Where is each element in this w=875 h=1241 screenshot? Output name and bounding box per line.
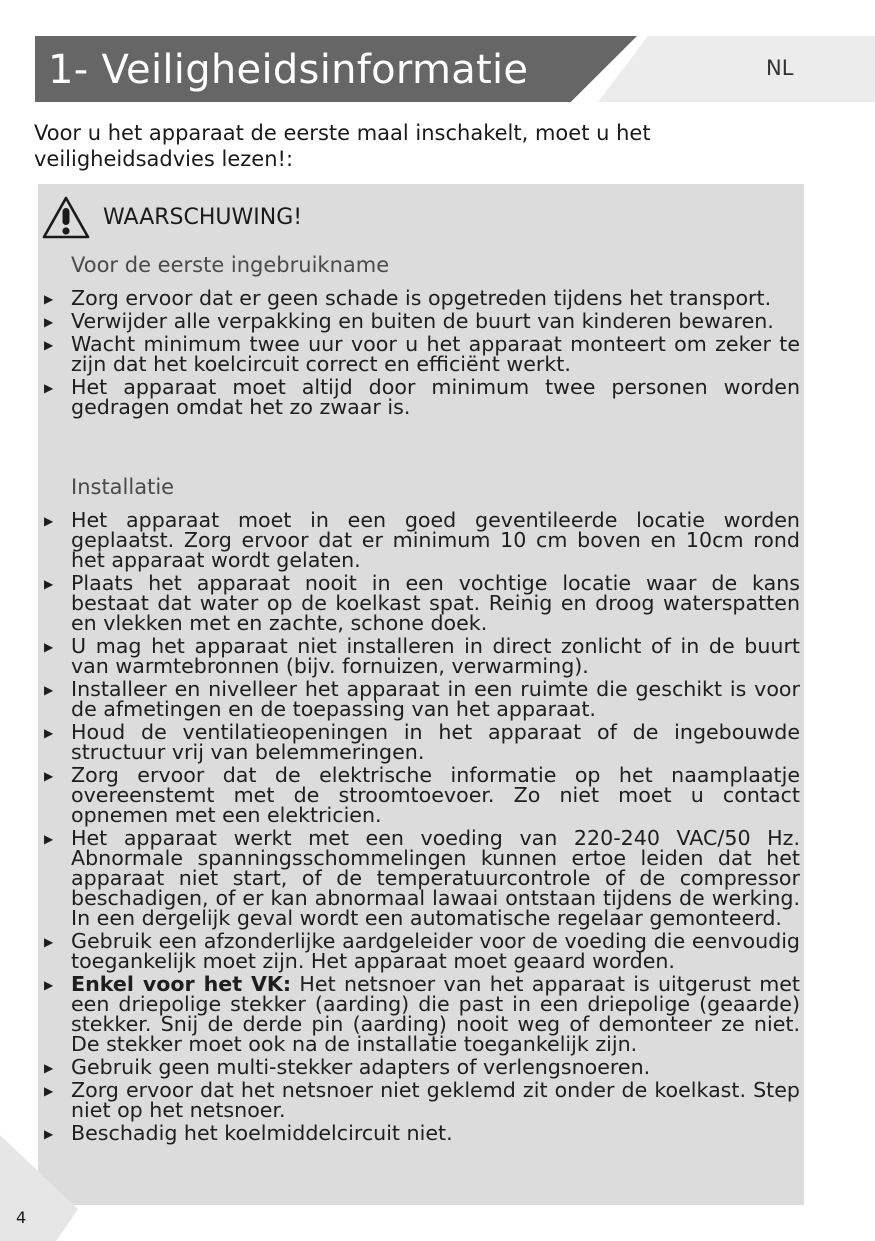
- bullet-arrow-icon: ▶: [44, 935, 54, 949]
- bullet-list-first-use: [44, 288, 800, 420]
- list-item: ▶ Beschadig het koelmiddelcircuit niet.: [44, 1121, 453, 1145]
- intro-text: Voor u het apparaat de eerste maal inschakelt, moet u het veiligheidsadvies lezen!:: [34, 121, 651, 171]
- list-item: ▶ Gebruik geen multi-stekker adapters of verlengsnoeren.: [44, 1055, 651, 1079]
- list-item: ▶ Installeer en nivelleer het apparaat in een ruimte die geschikt is voor de afmetingen en de toepassing van het apparaat.: [44, 677, 800, 721]
- bullet-arrow-icon: ▶: [44, 1061, 54, 1075]
- list-item: ▶ Het apparaat moet in een goed geventileerde locatie worden geplaatst. Zorg ervoor dat er minimum 10 cm boven en 10cm rond het apparaat wordt gelaten.: [44, 508, 800, 572]
- bullet-arrow-icon: ▶: [44, 338, 54, 352]
- bullet-arrow-icon: ▶: [44, 1084, 54, 1098]
- section-heading-first-use: Voor de eerste ingebruikname: [71, 253, 390, 277]
- warning-title: WAARSCHUWING!: [103, 205, 303, 230]
- section-heading-installation: Installatie: [71, 475, 175, 499]
- list-item: ▶ Het apparaat werkt met een voeding van 220-240 VAC/50 Hz. Abnormale spanningsschommelingen kunnen ertoe leiden dat het apparaat niet start, of de temperatuurcontrole of de compressor beschadigen, of er kan abnormaal lawaai ontstaan tijdens de werking. In een dergelijk geval wordt een automatische regelaar gemonteerd.: [44, 826, 800, 930]
- language-tab: [598, 36, 875, 102]
- list-item: ▶ Verwijder alle verpakking en buiten de buurt van kinderen bewaren.: [44, 309, 774, 333]
- page-title: 1- Veiligheidsinformatie: [48, 47, 529, 93]
- warning-triangle-icon: [41, 195, 91, 241]
- bullet-arrow-icon: ▶: [44, 640, 54, 654]
- bullet-arrow-icon: ▶: [44, 577, 54, 591]
- list-item: ▶ Zorg ervoor dat er geen schade is opgetreden tijdens het transport.: [44, 286, 772, 310]
- bullet-arrow-icon: ▶: [44, 978, 54, 992]
- list-item: ▶ Enkel voor het VK: Het netsnoer van het apparaat is uitgerust met een driepolige stekker (aarding) die past in een driepolige (geaarde) stekker. Snij de derde pin (aarding) nooit weg of demonteer ze niet. De stekker moet ook na de installatie toegankelijk zijn.: [44, 972, 800, 1056]
- bullet-arrow-icon: ▶: [44, 683, 54, 697]
- bullet-arrow-icon: ▶: [44, 292, 54, 306]
- bullet-arrow-icon: ▶: [44, 514, 54, 528]
- list-item: ▶ U mag het apparaat niet installeren in direct zonlicht of in de buurt van warmtebronnen (bijv. fornuizen, verwarming).: [44, 634, 800, 678]
- list-item: ▶ Houd de ventilatieopeningen in het apparaat of de ingebouwde structuur vrij van belemmeringen.: [44, 720, 800, 764]
- list-item: ▶ Zorg ervoor dat het netsnoer niet geklemd zit onder de koelkast. Step niet op het netsnoer.: [44, 1078, 800, 1122]
- list-item: ▶ Wacht minimum twee uur voor u het apparaat monteert om zeker te zijn dat het koelcircuit correct en efficiënt werkt.: [44, 332, 800, 376]
- bullet-arrow-icon: ▶: [44, 769, 54, 783]
- bullet-arrow-icon: ▶: [44, 832, 54, 846]
- uk-only-label: Enkel voor het VK:: [71, 972, 292, 996]
- language-label: NL: [766, 56, 794, 80]
- list-item: ▶ Zorg ervoor dat de elektrische informatie op het naamplaatje overeenstemt met de stroomtoevoer. Zo niet moet u contact opnemen met een elektricien.: [44, 763, 800, 827]
- bullet-list-installation: [44, 510, 800, 1146]
- bullet-arrow-icon: ▶: [44, 1127, 54, 1141]
- list-item: ▶ Gebruik een afzonderlijke aardgeleider voor de voeding die eenvoudig toegankelijk moet zijn. Het apparaat moet geaard worden.: [44, 929, 800, 973]
- list-item: ▶ Het apparaat moet altijd door minimum twee personen worden gedragen omdat het zo zwaar is.: [44, 375, 800, 419]
- page-number: 4: [16, 1208, 27, 1227]
- list-item: ▶ Plaats het apparaat nooit in een vochtige locatie waar de kans bestaat dat water op de koelkast spat. Reinig en droog waterspatten en vlekken met en zachte, schone doek.: [44, 571, 800, 635]
- bullet-arrow-icon: ▶: [44, 726, 54, 740]
- bullet-arrow-icon: ▶: [44, 381, 54, 395]
- bullet-arrow-icon: ▶: [44, 315, 54, 329]
